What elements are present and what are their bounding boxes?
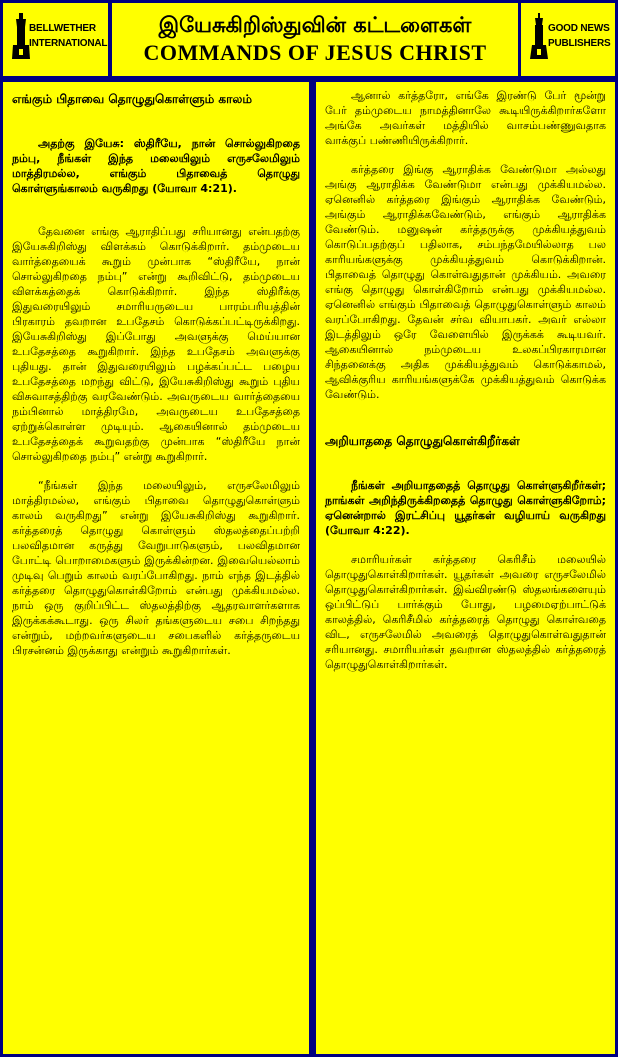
left-column xyxy=(3,82,309,1054)
title-tamil: இயேசுகிறிஸ்துவின் கட்டளைகள் xyxy=(158,13,472,37)
section-heading: எங்கும் பிதாவை தொழுதுகொள்ளும் காலம் xyxy=(12,92,252,106)
title-banner xyxy=(112,3,518,76)
logo-right-line2: PUBLISHERS xyxy=(548,38,611,49)
logo-left-line1: BELLWETHER xyxy=(29,23,96,34)
paragraph: தேவனை எங்கு ஆராதிப்பது சரியானது என்பதற்கு இயேசுகிறிஸ்து விளக்கம் கொடுக்கிறார். தம்முடைய வார்த்தையைக் கூறும் முன்பாக “ஸ்திரீயே, நான் சொல்லுகிறதை நம்பு” என்று கூறிவிட்டு, தம்முடைய விளக்கத்தைக் கொடுக்கிறார். இந்த ஸ்திரீக்கு இதுவரையிலும் சமாரியருடைய பாரம்பரியத்தின் பிரகாரம் தவறான உபதேசம் கொடுக்கப்பட்டிருக்கிறது. இயேசுகிறிஸ்து இப்போது அவளுக்கு மெய்யான உபதேசத்தை கூறுகிறார். இந்த உபதேசம் அவளுக்கு புதியது. தான் இதுவரையிலும் பழக்கப்பட்ட பழைய உபதேசத்தை மறந்து விட்டு, இயேசுகிறிஸ்து கூறும் புதிய விசுவாசத்திற்கு வரவேண்டும். அவருடைய வார்த்தையை நம்பினால் மாத்திரமே, அவருடைய உபதேசத்தை ஏற்றுக்கொள்ள முடியும். ஆகையினால் தம்முடைய உபதேசத்தைக் கூறுவதற்கு முன்பாக “ஸ்திரீயே நான் சொல்லுகிறதை நம்பு” என்று கூறுகிறார். xyxy=(12,225,300,463)
section-heading: அறியாததை தொழுதுகொள்கிறீர்கள் xyxy=(325,434,520,448)
paragraph: ஆனால் கர்த்தரோ, எங்கே இரண்டு பேர் மூன்று பேர் தம்முடைய நாமத்தினாலே கூடியிருக்கிறார்களோ அங்கே அவர்கள் மத்தியில் வாசம்பண்ணுவதாக வாக்குப் பண்ணியிருக்கிறார். xyxy=(325,89,606,147)
verse-text: அதற்கு இயேசு: ஸ்திரீயே, நான் சொல்லுகிறதை நம்பு, நீங்கள் இந்த மலையிலும் எருசலேமிலும் மாத்திரமல்ல, எங்கும் பிதாவைத் தொழுது கொள்ளுங்காலம் வருகிறது (யோவா 4:21). xyxy=(12,137,300,195)
logo-left-line2: INTERNATIONAL xyxy=(29,38,108,49)
paragraph: கர்த்தரை இங்கு ஆராதிக்க வேண்டுமா அல்லது அங்கு ஆராதிக்க வேண்டுமா என்பது முக்கியமல்ல. ஏனெனில் கர்த்தரை இங்கும் ஆராதிக்க வேண்டும், அங்கும் ஆராதிக்கவேண்டும், எங்கும் ஆராதிக்க வேண்டும். மனுஷன் கர்த்தருக்கு முக்கியத்துவம் கொடுப்பதற்குப் பதிலாக, சம்பந்தமேயில்லாத பல காரியங்களுக்கு முக்கியத்துவம் கொடுக்கிறான். பிதாவைத் தொழுது கொள்வதுதான் முக்கியம். அவரை எங்கு தொழுது கொள்கிறோம் என்பது முக்கியமல்ல. ஏனெனில் எங்கும் பிதாவைத் தொழுதுகொள்ளும் காலம் வரப்போகிறது. தேவன் சர்வ வியாபகர். அவர் எல்லா இடத்திலும் ஒரே வேளையில் இருக்கக் கூடியவர். ஆகையினால் நம்முடைய உலகப்பிரகாரமான சிந்தனைக்கு அதிக முக்கியத்துவம் கொடுக்காமல், ஆவிக்குரிய காரியங்களுக்கே முக்கியத்துவம் கொடுக்க வேண்டும். xyxy=(325,163,606,401)
paragraph: “நீங்கள் இந்த மலையிலும், எருசலேமிலும் மாத்திரமல்ல, எங்கும் பிதாவை தொழுதுகொள்ளும் காலம் வருகிறது” என்று இயேசுகிறிஸ்து கூறுகிறார். கர்த்தரைத் தொழுது கொள்ளும் ஸ்தலத்தைப்பற்றி பலவிதமான கருத்து வேறுபாடுகளும், பலவிதமான போட்டி பொறாமைகளும் இருக்கின்றன. இவையெல்லாம் முடிவு பெறும் காலம் வரப்போகிறது. நாம் எந்த இடத்தில் கர்த்தரை தொழுதுகொள்கிறோம் என்பது முக்கியமல்ல. நாம் ஒரு குறிப்பிட்ட ஸ்தலத்திற்கு ஆதரவாளர்களாக இருக்கக்கூடாது. ஒரு சிலர் தங்களுடைய சபை சிறந்தது என்றும், மற்றவர்களுடைய சபைகளில் கர்த்தருடைய பிரசன்னம் இருக்காது என்றும் கூறுகிறார்கள். xyxy=(12,479,300,657)
tower-icon xyxy=(529,13,549,61)
good-news-logo xyxy=(521,3,615,76)
logo-right-line1: GOOD NEWS xyxy=(548,23,610,34)
paragraph: சமாரியர்கள் கர்த்தரை கெரிசீம் மலையில் தொழுதுகொள்கிறார்கள். யூதர்கள் அவரை எருசலேமில் தொழுதுகொள்கிறார்கள். இவ்விரண்டு ஸ்தலங்களையும் ஒப்பிட்டுப் பார்க்கும் போது, பழமைஏற்பாட்டுக் காலத்தில், கெரிசீமில் கர்த்தரைத் தொழுது கொள்வதை விட, எருசலேமில் அவரைத் தொழுதுகொள்வதுதான் சரியானது. சமாரியர்கள் தவறான ஸ்தலத்தில் கர்த்தரைத் தொழுதுகொள்கிறார்கள். xyxy=(325,553,606,671)
title-english: COMMANDS OF JESUS CHRIST xyxy=(143,40,487,65)
bellwether-logo xyxy=(3,3,108,76)
right-column xyxy=(316,82,615,1054)
verse-text: நீங்கள் அறியாததைத் தொழுது கொள்ளுகிறீர்கள்; நாங்கள் அறிந்திருக்கிறதைத் தொழுது கொள்ளுகிறோம்; ஏனென்றால் இரட்சிப்பு யூதர்கள் வழியாய் வருகிறது (யோவா 4:22). xyxy=(325,479,606,537)
bell-tower-icon xyxy=(11,13,31,61)
